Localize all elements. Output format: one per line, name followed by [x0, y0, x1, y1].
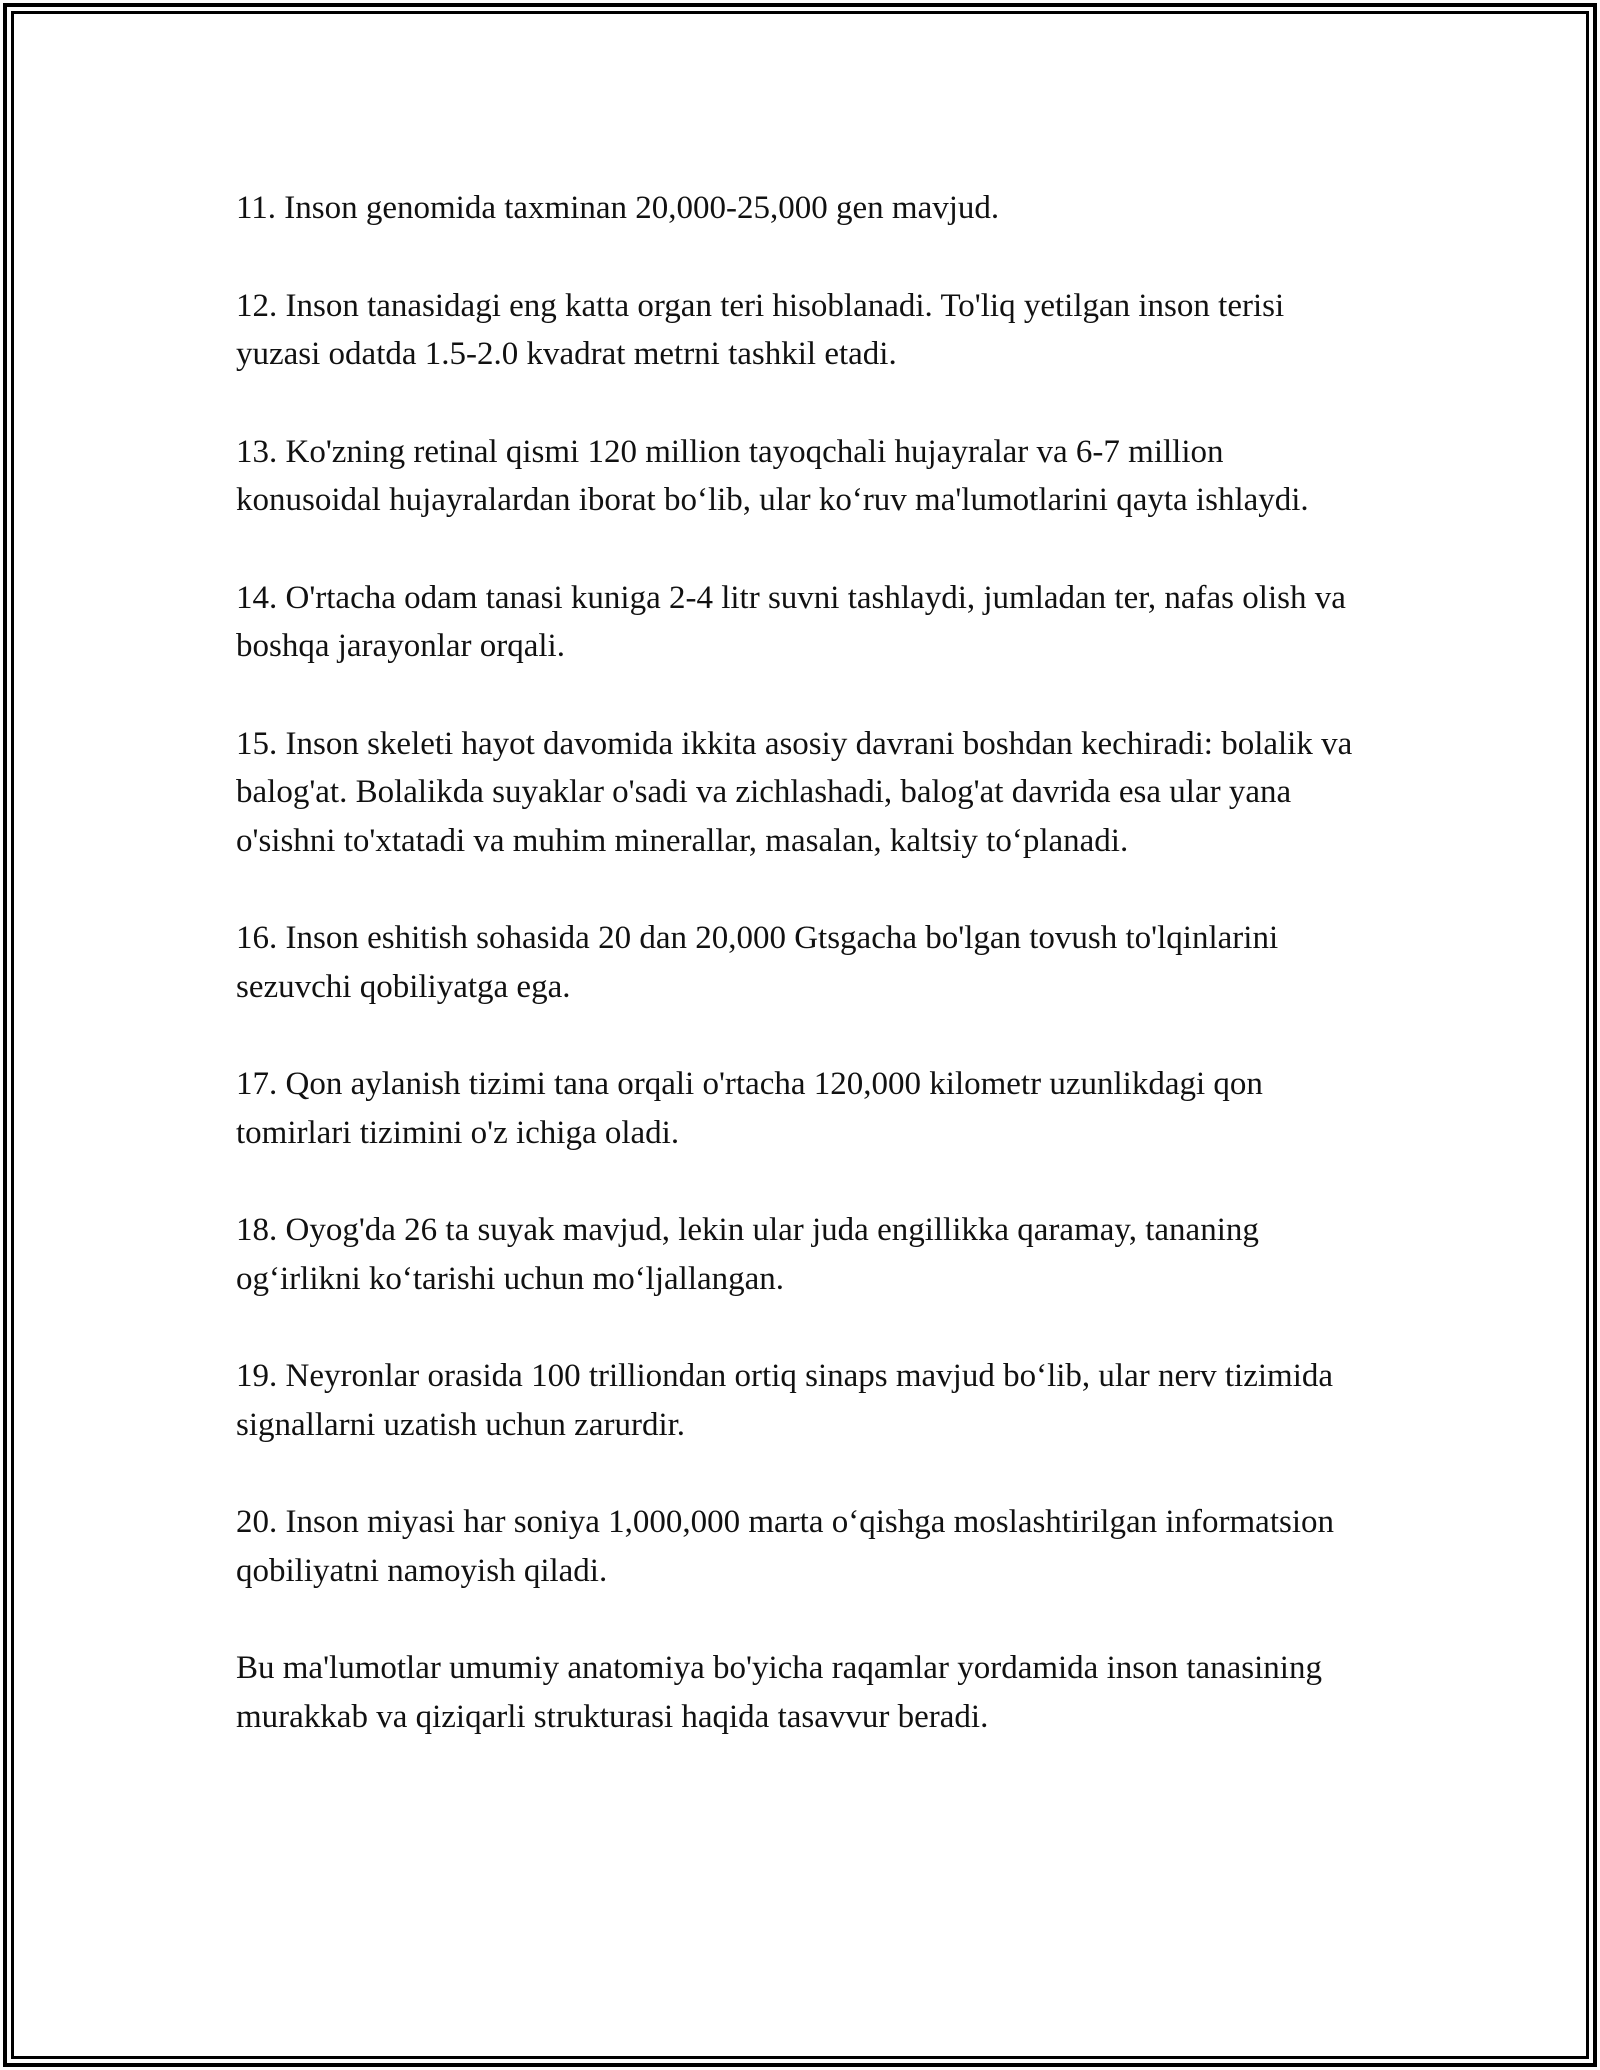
fact-13-paragraph: 13. Ko'zning retinal qismi 120 million tayoqchali hujayralar va 6-7 million konusoidal hujayralardan iborat boʻlib, ular koʻruv ma'lumotlarini qayta ishlaydi.: [236, 433, 1309, 518]
document-body: [236, 184, 1376, 1790]
fact-12-paragraph: 12. Inson tanasidagi eng katta organ teri hisoblanadi. To'liq yetilgan inson terisi yuzasi odatda 1.5-2.0 kvadrat metrni tashkil etadi.: [236, 287, 1285, 372]
fact-16-paragraph: 16. Inson eshitish sohasida 20 dan 20,000 Gtsgacha bo'lgan tovush to'lqinlarini sezuvchi qobiliyatga ega.: [236, 920, 1279, 1005]
fact-17-paragraph: 17. Qon aylanish tizimi tana orqali o'rtacha 120,000 kilometr uzunlikdagi qon tomirlari tizimini o'z ichiga oladi.: [236, 1066, 1263, 1151]
fact-19-paragraph: 19. Neyronlar orasida 100 trilliondan ortiq sinaps mavjud boʻlib, ular nerv tizimida signallarni uzatish uchun zarurdir.: [236, 1358, 1334, 1443]
fact-15-paragraph: 15. Inson skeleti hayot davomida ikkita asosiy davrani boshdan kechiradi: bolalik va balog'at. Bolalikda suyaklar o'sadi va zichlashadi, balog'at davrida esa ular yana o'sishni to'xtatadi va muhim minerallar, masalan, kaltsiy toʻplanadi.: [236, 725, 1353, 859]
conclusion-paragraph: Bu ma'lumotlar umumiy anatomiya bo'yicha raqamlar yordamida inson tanasining murakkab va qiziqarli strukturasi haqida tasavvur beradi.: [236, 1650, 1322, 1735]
fact-20-paragraph: 20. Inson miyasi har soniya 1,000,000 marta oʻqishga moslashtirilgan informatsion qobiliyatni namoyish qiladi.: [236, 1504, 1335, 1589]
fact-14-paragraph: 14. O'rtacha odam tanasi kuniga 2-4 litr suvni tashlaydi, jumladan ter, nafas olish va boshqa jarayonlar orqali.: [236, 579, 1346, 664]
fact-18-paragraph: 18. Oyog'da 26 ta suyak mavjud, lekin ular juda engillikka qaramay, tananing ogʻirlikni koʻtarishi uchun moʻljallangan.: [236, 1212, 1259, 1297]
fact-11-paragraph: 11. Inson genomida taxminan 20,000-25,000 gen mavjud.: [236, 190, 1000, 226]
